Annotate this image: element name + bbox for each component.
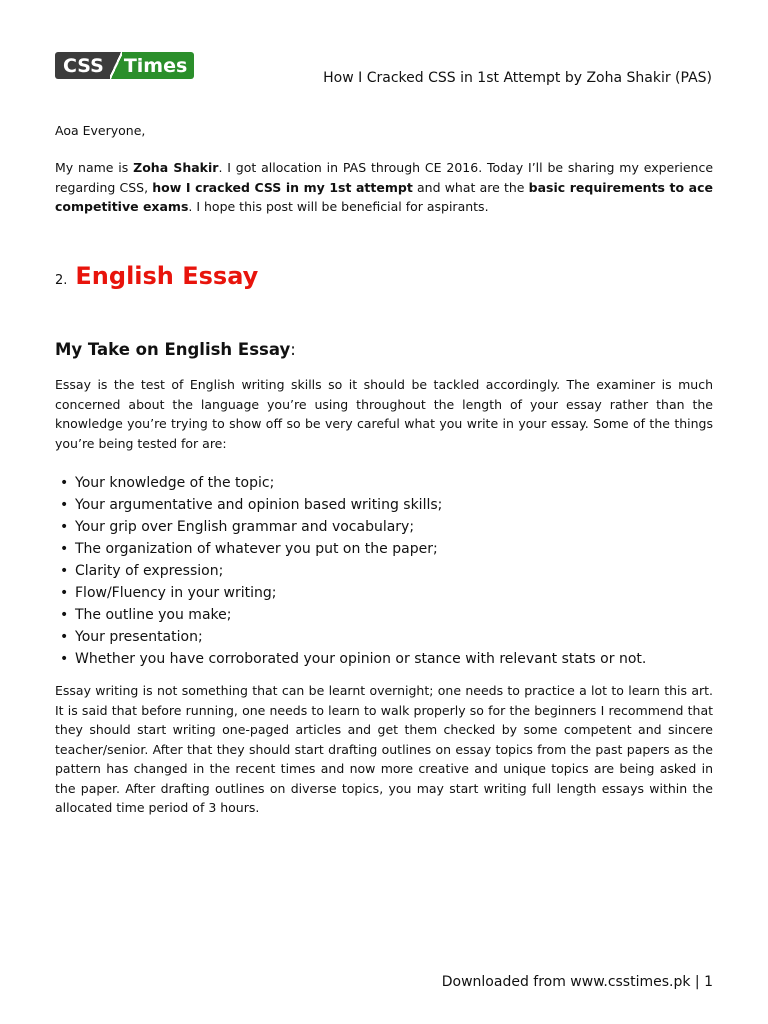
subheading-colon: : — [290, 340, 296, 359]
list-item: • Your presentation; — [60, 626, 718, 648]
intro-text-2: . I got allocation in PAS through CE 2016. Today I’ll be sharing my experience regarding CSS, — [55, 160, 714, 195]
bullet-icon: • — [60, 651, 69, 667]
bullet-icon: • — [60, 519, 69, 535]
paragraph-essay-advice: Essay writing is not something that can be learnt overnight; one needs to practice a lot to learn this art. It is said that before running, one needs to learn to walk properly so for the beginners I recommend that they should start writing one-paged articles and get them checked by some competent and sincere teacher/senior. After that they should start drafting outlines on essay topics from the past papers as the pattern has changed in the recent times and now more creative and unique topics are being asked in the paper. After drafting outlines on diverse topics, you may start writing full length essays within the allocated time period of 3 hours. — [55, 683, 713, 815]
logo-times-text: Times — [122, 52, 194, 79]
bullet-icon: • — [60, 585, 69, 601]
bullet-icon: • — [60, 497, 69, 513]
intro-text-1: My name is — [55, 160, 134, 175]
list-item: • Your argumentative and opinion based writing skills; — [60, 494, 718, 516]
logo-slash-mark — [110, 52, 122, 79]
list-item: • Flow/Fluency in your writing; — [60, 582, 718, 604]
bullet-icon: • — [60, 563, 69, 579]
list-item: • Whether you have corroborated your opinion or stance with relevant stats or not. — [60, 648, 718, 670]
paragraph-essay-intro: Essay is the test of English writing skills so it should be tackled accordingly. The examiner is much concerned about the language you’re using throughout the length of your essay rather than the knowledge you’re trying to show off so be very careful what you write in your essay. Some of the things you’re being tested for are: — [55, 377, 713, 451]
list-item: • Your knowledge of the topic; — [60, 472, 718, 494]
intro-emphasis-2: basic requirements to ace competitive exams — [55, 179, 713, 214]
intro-text-4: . I hope this post will be beneficial for aspirants. — [188, 199, 489, 214]
intro-emphasis-1: how I cracked CSS in my 1st attempt — [152, 179, 413, 195]
subheading-bold: My Take on English Essay — [55, 340, 291, 359]
section-heading — [55, 262, 713, 290]
intro-text-3: and what are the — [412, 179, 529, 195]
intro-paragraph — [55, 158, 713, 217]
list-item: • The outline you make; — [60, 604, 718, 626]
list-item: • The organization of whatever you put on the paper; — [60, 538, 718, 560]
subheading — [55, 340, 713, 359]
footer-download-note: Downloaded from www.csstimes.pk | 1 — [441, 974, 713, 990]
bullet-icon: • — [60, 541, 69, 557]
list-item: • Clarity of expression; — [60, 560, 718, 582]
section-number: 2. — [55, 273, 68, 288]
header-title: How I Cracked CSS in 1st Attempt by Zoha Shakir (PAS) — [323, 70, 712, 86]
bullet-icon: • — [60, 607, 69, 623]
bullet-list — [60, 472, 718, 670]
logo-css-text: CSS — [55, 52, 110, 79]
bullet-icon: • — [60, 629, 69, 645]
section-title: English Essay — [75, 262, 259, 290]
intro-name: Zoha Shakir — [133, 160, 219, 175]
greeting: Aoa Everyone, — [55, 123, 146, 138]
bullet-icon: • — [60, 475, 69, 491]
list-item: • Your grip over English grammar and vocabulary; — [60, 516, 718, 538]
csstimes-logo — [55, 52, 194, 79]
